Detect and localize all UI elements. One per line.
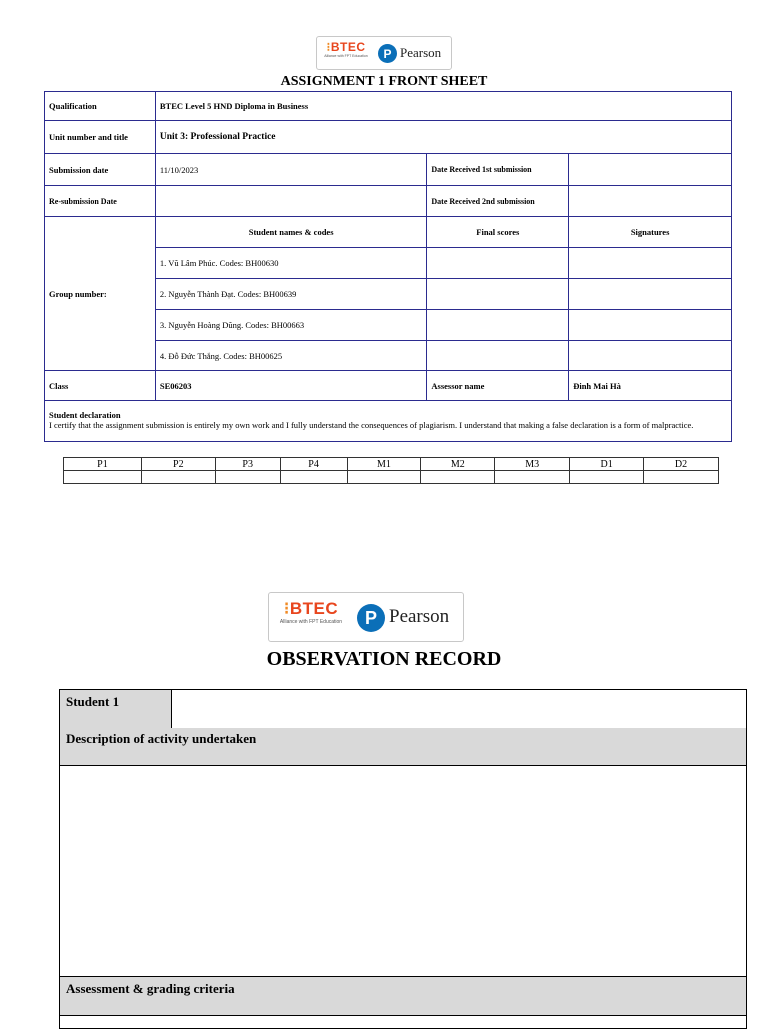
- logo-tagline: Alliance with FPT Education: [279, 619, 343, 625]
- grade-header: P4: [280, 458, 347, 471]
- observation-title: OBSERVATION RECORD: [266, 648, 502, 670]
- grade-header: P1: [64, 458, 142, 471]
- grade-cell: [215, 471, 280, 484]
- declaration-text: I certify that the assignment submission is entirely my own work and I fully understand the consequences of plagiarism. I understand that making a false declaration is a form of malpractice.: [49, 420, 694, 430]
- grade-cell: [141, 471, 215, 484]
- pearson-logo-text: Pearson: [400, 45, 442, 60]
- qualification-value: BTEC Level 5 HND Diploma in Business: [155, 92, 731, 121]
- resubmission-value: [155, 186, 427, 217]
- col-signatures: Signatures: [569, 217, 732, 248]
- btec-logo-text: BTEC: [289, 599, 339, 618]
- pearson-logo-text: Pearson: [389, 606, 450, 627]
- grade-header: P3: [215, 458, 280, 471]
- grade-cell: [495, 471, 570, 484]
- class-label: Class: [45, 371, 156, 401]
- grade-header: M1: [347, 458, 421, 471]
- declaration-title: Student declaration: [49, 410, 121, 421]
- description-header: Description of activity undertaken: [60, 728, 746, 766]
- assessor-value: Đinh Mai Hà: [569, 371, 732, 401]
- student-row: [60, 690, 746, 728]
- btec-pearson-logo-large: ⁝BTEC Alliance with FPT Education P Pearson: [268, 592, 464, 642]
- received1-label: Date Received 1st submission: [427, 154, 569, 186]
- qualification-label: Qualification: [45, 92, 156, 121]
- assessor-label: Assessor name: [427, 371, 569, 401]
- student-row-3: 3. Nguyễn Hoàng Dũng. Codes: BH00663: [155, 310, 427, 341]
- logo-tagline: Alliance with FPT Education: [324, 54, 368, 58]
- student-declaration: [45, 401, 732, 442]
- student-row-2: 2. Nguyễn Thành Đạt. Codes: BH00639: [155, 279, 427, 310]
- pearson-icon: P: [357, 604, 385, 632]
- grade-cell: [280, 471, 347, 484]
- grade-cell: [64, 471, 142, 484]
- submission-value: 11/10/2023: [155, 154, 427, 186]
- front-sheet-table: [44, 91, 732, 442]
- pearson-icon: P: [378, 44, 397, 63]
- received2-label: Date Received 2nd submission: [427, 186, 569, 217]
- student-row-1: 1. Vũ Lâm Phúc. Codes: BH00630: [155, 248, 427, 279]
- submission-label: Submission date: [45, 154, 156, 186]
- grade-header: M3: [495, 458, 570, 471]
- unit-value: Unit 3: Professional Practice: [155, 121, 731, 154]
- grade-cell: [644, 471, 719, 484]
- group-label: Group number:: [45, 217, 156, 371]
- student-label: Student 1: [60, 690, 172, 728]
- grade-header: P2: [141, 458, 215, 471]
- unit-label: Unit number and title: [45, 121, 156, 154]
- class-value: SE06203: [155, 371, 427, 401]
- received1-value: [569, 154, 732, 186]
- front-sheet-title: ASSIGNMENT 1 FRONT SHEET: [280, 74, 488, 89]
- grade-cell: [421, 471, 495, 484]
- grade-criteria-table: [63, 457, 719, 484]
- received2-value: [569, 186, 732, 217]
- grade-header: D1: [570, 458, 644, 471]
- col-students: Student names & codes: [155, 217, 427, 248]
- criteria-header: Assessment & grading criteria: [60, 976, 746, 1016]
- grade-header: D2: [644, 458, 719, 471]
- btec-logo-text: BTEC: [330, 40, 366, 54]
- grade-cell: [570, 471, 644, 484]
- col-scores: Final scores: [427, 217, 569, 248]
- grade-cell: [347, 471, 421, 484]
- resubmission-label: Re-submission Date: [45, 186, 156, 217]
- student-row-4: 4. Đỗ Đức Thắng. Codes: BH00625: [155, 341, 427, 371]
- observation-record-table: [59, 689, 747, 1029]
- grade-header: M2: [421, 458, 495, 471]
- btec-pearson-logo: ⁝BTEC Alliance with FPT Education P Pearson: [316, 36, 452, 70]
